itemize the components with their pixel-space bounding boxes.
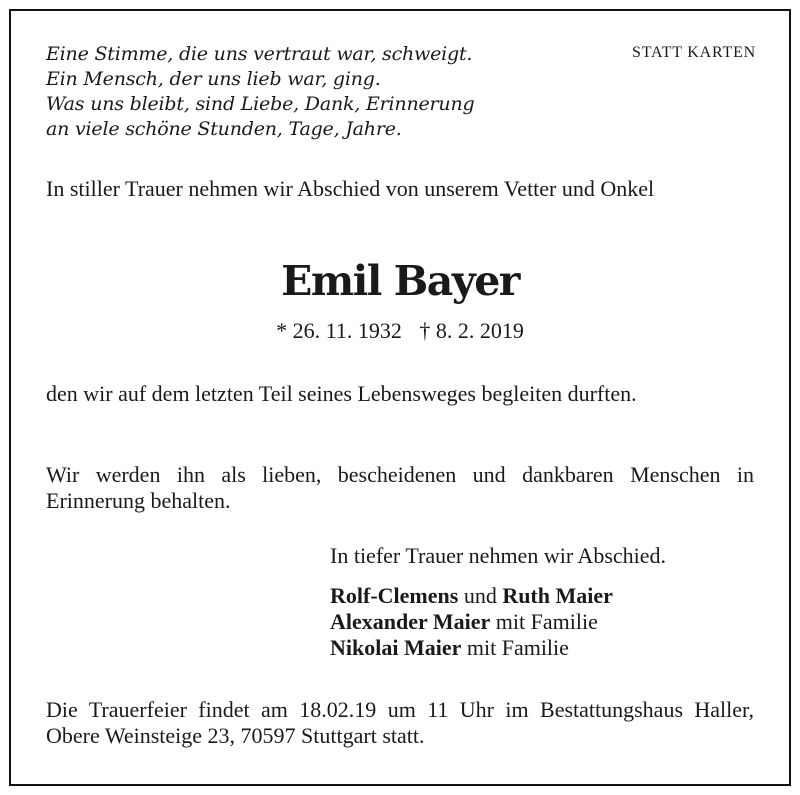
mourners-list bbox=[330, 583, 613, 661]
poem-line: an viele schöne Stunden, Tage, Jahre. bbox=[46, 118, 402, 140]
poem-line: Was uns bleibt, sind Liebe, Dank, Erinnerung bbox=[46, 93, 475, 115]
mourner-line bbox=[330, 583, 613, 609]
mourner-connector: und bbox=[463, 583, 497, 608]
body-paragraph-1: den wir auf dem letzten Teil seines Lebensweges begleiten durften. bbox=[46, 381, 637, 406]
death-date: † 8. 2. 2019 bbox=[419, 318, 524, 343]
birth-date: * 26. 11. 1932 bbox=[276, 318, 402, 343]
mourner-suffix: mit Familie bbox=[495, 609, 598, 634]
deceased-name: Emil Bayer bbox=[281, 257, 519, 305]
body-paragraph-2: Wir werden ihn als lieben, bescheidenen und dankbaren Menschen in Erinnerung behalten. bbox=[46, 462, 754, 513]
mourner-name: Rolf-Clemens bbox=[330, 583, 459, 608]
mourner-name: Alexander Maier bbox=[330, 609, 491, 634]
poem-line: Eine Stimme, die uns vertraut war, schweigt. bbox=[46, 43, 473, 65]
signoff-text: In tiefer Trauer nehmen wir Abschied. bbox=[330, 543, 667, 568]
poem-line: Ein Mensch, der uns lieb war, ging. bbox=[46, 68, 381, 90]
funeral-notice: Die Trauerfeier findet am 18.02.19 um 11 Uhr im Bestattungshaus Haller, Obere Weinsteige 23, 70597 Stuttgart statt. bbox=[46, 697, 754, 748]
memorial-poem bbox=[46, 42, 474, 142]
mourner-name: Ruth Maier bbox=[502, 583, 613, 608]
life-dates bbox=[0, 316, 800, 346]
intro-text: In stiller Trauer nehmen wir Abschied von unserem Vetter und Onkel bbox=[46, 176, 655, 201]
mourner-line bbox=[330, 635, 613, 661]
mourner-name: Nikolai Maier bbox=[330, 635, 462, 660]
statt-karten-label: STATT KARTEN bbox=[632, 44, 756, 61]
mourner-suffix: mit Familie bbox=[466, 635, 569, 660]
mourner-line bbox=[330, 609, 613, 635]
